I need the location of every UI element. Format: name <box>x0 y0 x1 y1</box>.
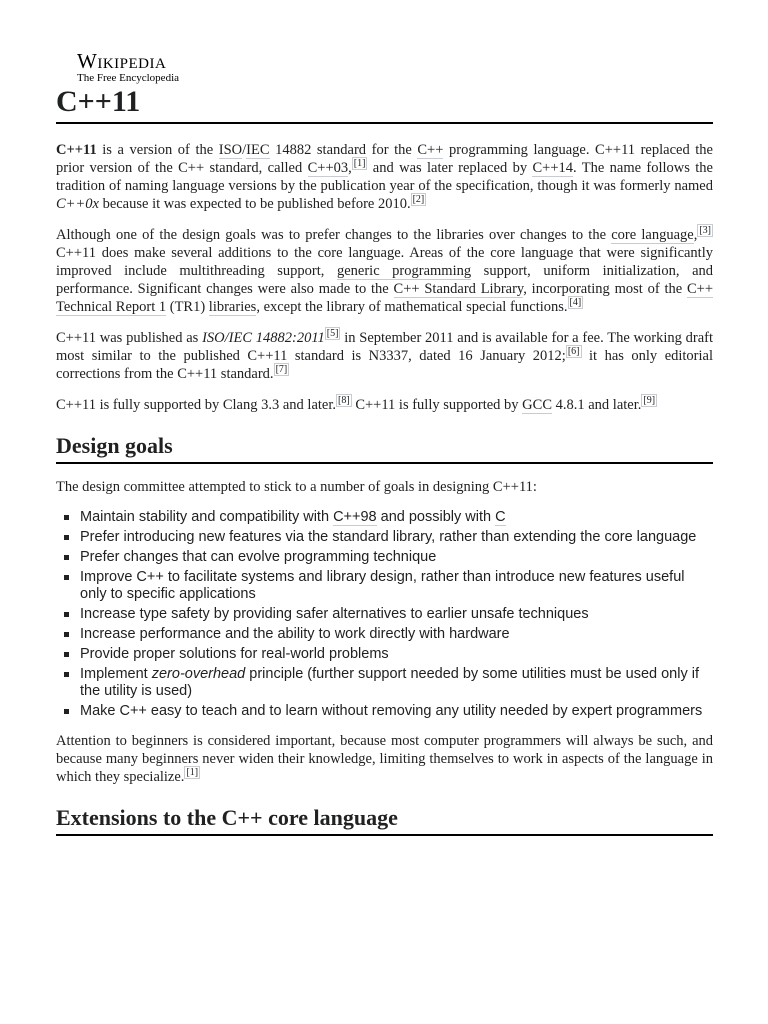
text: because it was expected to be published before 2010. <box>98 196 411 212</box>
link-libraries[interactable]: libraries <box>208 299 257 315</box>
citation-9[interactable]: [9] <box>643 395 656 407</box>
text: 14882 standard for the <box>269 142 418 158</box>
text: / <box>242 142 247 158</box>
text: Maintain stability and compatibility with <box>80 509 334 525</box>
list-item <box>80 509 713 526</box>
list-item <box>80 646 713 663</box>
list-item <box>80 626 713 643</box>
text: , <box>348 160 352 176</box>
text: C++11 is fully supported by <box>351 397 523 413</box>
citation-1[interactable]: [1] <box>353 158 366 170</box>
italic-term: C++0x <box>56 196 99 212</box>
text: is a version of the <box>96 142 219 158</box>
list-item <box>80 549 713 566</box>
text: principle (further support needed by some utilities must be used only if the utility is used) <box>80 666 699 699</box>
text: C++11 does make several additions to the core language. Areas of the core language that were significantly improved include multithreading support, <box>56 245 713 279</box>
section-heading-extensions: Extensions to the C++ core language <box>56 804 713 836</box>
text: 4.8.1 and later. <box>552 397 642 413</box>
section-heading-design-goals: Design goals <box>56 432 713 464</box>
text: in September 2011 and is available for a fee. The working draft most similar to the published C++11 standard is N3337, dated 16 January 2012; <box>56 330 713 364</box>
bullet-icon <box>64 632 69 637</box>
text: , <box>693 227 698 243</box>
design-goals-list <box>56 509 713 720</box>
link-iec[interactable]: IEC <box>246 142 270 158</box>
text: Improve C++ to facilitate systems and library design, rather than introduce new features useful only to specific applications <box>80 569 685 602</box>
text: programming language. C++11 replaced the prior version of the C++ standard, called <box>56 142 713 176</box>
list-item <box>80 666 713 700</box>
link-standard-library[interactable]: C++ Standard Library <box>393 281 524 297</box>
link-cpp[interactable]: C++ <box>417 142 444 158</box>
text: Implement <box>80 666 152 682</box>
link-generic-programming[interactable]: generic programming <box>336 263 472 279</box>
text: Prefer introducing new features via the standard library, rather than extending the core language <box>80 529 697 545</box>
bullet-icon <box>64 575 69 580</box>
citation-4[interactable]: [4] <box>569 297 582 309</box>
citation-6[interactable]: [6] <box>567 346 580 358</box>
link-c[interactable]: C <box>495 509 506 525</box>
text: Increase type safety by providing safer alternatives to earlier unsafe techniques <box>80 606 589 622</box>
text: it has only editorial corrections from the C++11 standard. <box>56 348 714 382</box>
logo-tagline: The Free Encyclopedia <box>77 72 180 84</box>
text: C++11 is fully supported by Clang 3.3 and later. <box>56 397 337 413</box>
article-content <box>56 141 713 850</box>
text: Prefer changes that can evolve programming technique <box>80 549 437 565</box>
link-cpp03[interactable]: C++03 <box>307 160 349 176</box>
bullet-icon <box>64 555 69 560</box>
italic-term: zero-overhead <box>151 666 246 682</box>
text: . The name follows the tradition of naming language versions by the publication year of the specification, though it was formerly named <box>56 160 713 194</box>
link-core-language[interactable]: core language <box>611 227 694 243</box>
bullet-icon <box>64 709 69 714</box>
italic-term: ISO/IEC 14882:2011 <box>202 330 325 346</box>
bold-term: C++11 <box>56 142 97 158</box>
logo-wordmark: Wikipedia <box>77 49 167 73</box>
link-iso[interactable]: ISO <box>218 142 243 158</box>
text: (TR1) <box>166 299 209 315</box>
design-goals-lead: The design committee attempted to stick to a number of goals in designing C++11: <box>56 479 537 495</box>
list-item <box>80 703 713 720</box>
citation-8[interactable]: [8] <box>338 395 350 407</box>
list-item <box>80 529 713 546</box>
text: , incorporating most of the <box>523 281 687 297</box>
intro-paragraph-2 <box>56 226 713 316</box>
citation-2[interactable]: [2] <box>412 194 425 206</box>
text: , except the library of mathematical special functions. <box>256 299 568 315</box>
text: Provide proper solutions for real-world problems <box>80 646 389 662</box>
citation-1[interactable]: [1] <box>186 767 199 779</box>
text: Make C++ easy to teach and to learn without removing any utility needed by expert programmers <box>80 703 703 719</box>
bullet-icon <box>64 612 69 617</box>
intro-paragraph-1 <box>56 141 713 213</box>
link-gcc[interactable]: GCC <box>522 397 552 413</box>
text: C++11 was published as <box>56 330 203 346</box>
citation-7[interactable]: [7] <box>275 364 288 376</box>
list-item <box>80 606 713 623</box>
text: Attention to beginners is considered important, because most computer programmers will always be such, and because many beginners never widen their knowledge, limiting themselves to work in aspects of the language in which they specialize. <box>56 733 713 785</box>
link-technical-report-1[interactable]: C++ Technical Report 1 <box>56 281 714 315</box>
list-item <box>80 569 713 603</box>
intro-paragraph-3 <box>56 329 713 383</box>
text: Increase performance and the ability to work directly with hardware <box>80 626 510 642</box>
wikipedia-logo[interactable] <box>77 50 179 85</box>
link-cpp14[interactable]: C++14 <box>532 160 574 176</box>
citation-3[interactable]: [3] <box>699 225 711 237</box>
text: and possibly with <box>376 509 496 525</box>
design-goals-closing <box>56 732 713 786</box>
text: support, uniform initialization, and performance. Significant changes were also made to the <box>56 263 714 297</box>
bullet-icon <box>64 515 69 520</box>
bullet-icon <box>64 652 69 657</box>
text: Although one of the design goals was to prefer changes to the libraries over changes to the <box>56 227 612 243</box>
intro-paragraph-4 <box>56 396 713 414</box>
link-cpp98[interactable]: C++98 <box>333 509 377 525</box>
bullet-icon <box>64 672 69 677</box>
citation-5[interactable]: [5] <box>326 328 339 340</box>
page-title: C++11 <box>56 84 713 124</box>
bullet-icon <box>64 535 69 540</box>
text: and was later replaced by <box>367 160 533 176</box>
